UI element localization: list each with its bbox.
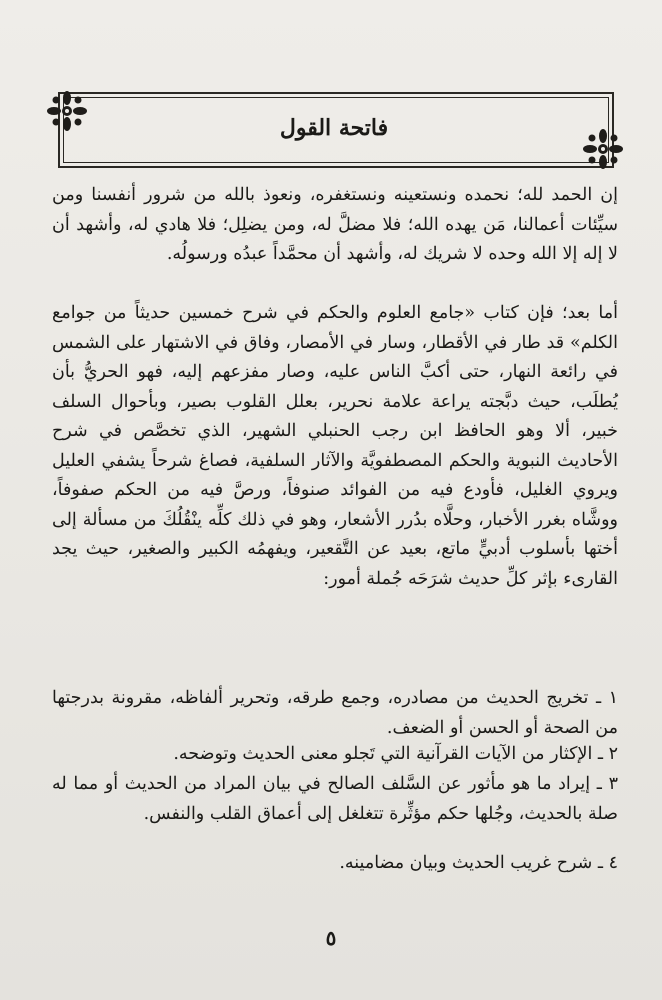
list-item-text: ٣ ـ إيراد ما هو مأثور عن السَّلف الصالح في بيان المراد من الحديث أو مما له صلة بالحديث، وجُلها حكم مؤثِّرة تتغلغل إلى أعماق القلب والنفس. [52, 774, 618, 824]
list-item-text: ٢ ـ الإكثار من الآيات القرآنية التي تَجلو معنى الحديث وتوضحه. [173, 744, 618, 764]
paragraph-introduction [52, 299, 618, 594]
page-title: فاتحة القول [279, 115, 389, 141]
list-item-text: ١ ـ تخريج الحديث من مصادره، وجمع طرقه، وتحرير ألفاظه، مقرونة بدرجتها من الصحة أو الحسن أو الضعف. [52, 688, 618, 738]
paragraph-text: أما بعد؛ فإن كتاب «جامع العلوم والحكم في شرح خمسين حديثاً من جوامع الكلم» قد طار في الأقطار، وسار في الأمصار، وفاق في الاشتهار على الشمس في رائعة النهار، حتى أكبَّ الناس عليه، وصار مفزعهم إليه، فهو الحريُّ بأن يُطلَب، حيث دبَّجته يراعة علامة نحرير، بعلل القلوب بصير، وبأحوال السلف خبير، ألا وهو الحافظ ابن رجب الحنبلي الشهير، الذي تخصَّص في شرح الأحاديث النبوية والحكم المصطفويَّة والآثار السلفية، فصاغ شرحاً يشفي العليل ويروي الغليل، فأودع فيه من الفوائد صنوفاً، ورصَّ فيه من الحكم صفوفاً، ووشَّاه بغرر الأخبار، وحلَّاه بدُرر الأشعار، وهو في ذلك كلِّه ينْقُلُكَ من مسألة إلى أختها بأسلوب أدبيٍّ ماتع، بعيد عن التَّقعير، ويفهمُه الكبير والصغير، حيث يجد القارىء بإثر كلِّ حديث شرَحَه جُملة أمور: [52, 303, 618, 589]
paragraph-text: إن الحمد لله؛ نحمده ونستعينه ونستغفره، ونعوذ بالله من شرور أنفسنا ومن سيِّئات أعمالنا، مَن يهده الله؛ فلا مضلَّ له، ومن يضلِل؛ فلا هادي له، وأشهد أن لا إله إلا الله وحده لا شريك له، وأشهد أن محمَّداً عبدُه ورسولُه. [52, 185, 618, 264]
list-item-4 [52, 849, 618, 879]
list-item-2 [52, 740, 618, 770]
list-item-1 [52, 684, 618, 743]
paragraph-opening [52, 181, 618, 270]
list-item-3 [52, 770, 618, 829]
page-number: ٥ [325, 926, 337, 950]
list-item-text: ٤ ـ شرح غريب الحديث وبيان مضامينه. [339, 853, 618, 873]
